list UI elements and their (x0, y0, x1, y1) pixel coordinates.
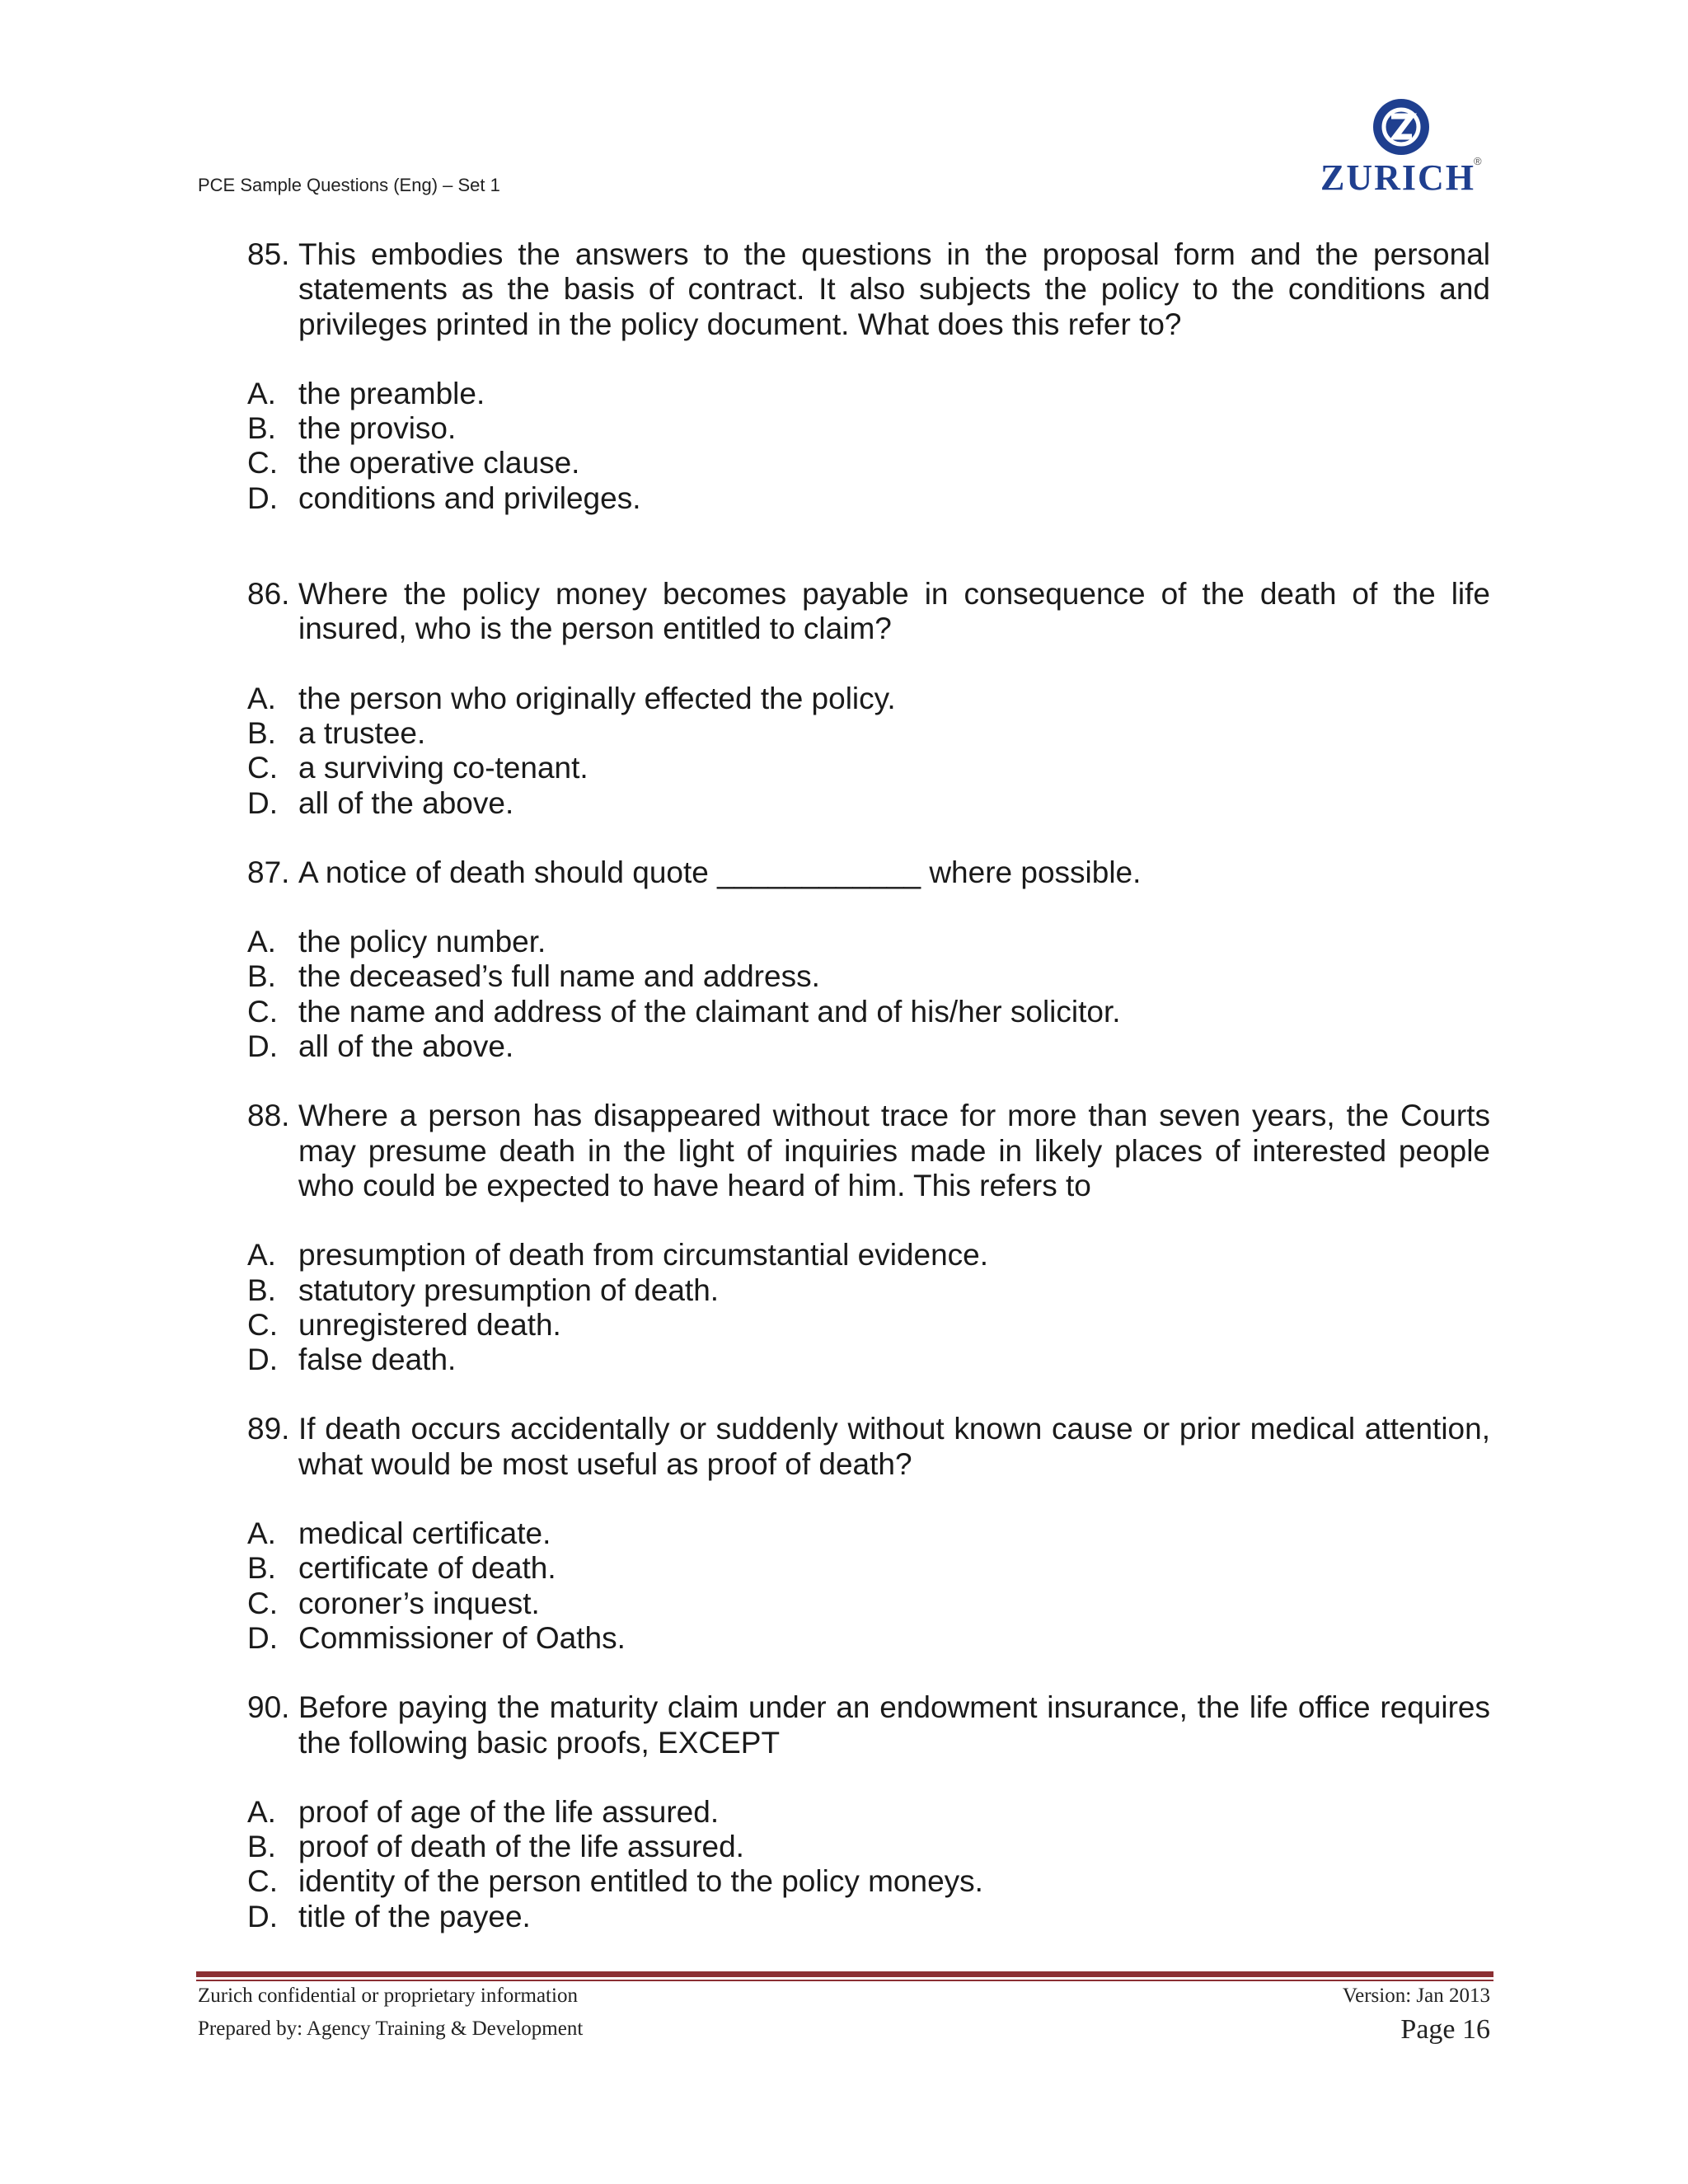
option-letter: B. (247, 959, 276, 994)
answer-option (247, 1795, 1490, 1830)
option-letter: D. (247, 1029, 278, 1064)
answer-option (247, 995, 1490, 1029)
option-letter: A. (247, 1516, 276, 1551)
option-letter: C. (247, 1307, 278, 1342)
option-letter: C. (247, 751, 278, 785)
question-text: If death occurs accidentally or suddenly without known cause or prior medical attention, what would be most useful as proof of death? (298, 1412, 1490, 1481)
answer-option (247, 1621, 1490, 1656)
answer-options (247, 1238, 1490, 1377)
question-stem (247, 1412, 1490, 1482)
answer-option (247, 682, 1490, 716)
question-text: Before paying the maturity claim under an endowment insurance, the life office requires the following basic proofs, EXCEPT (298, 1690, 1490, 1760)
logo-wordmark: ZURICH (1320, 157, 1476, 198)
option-text: Commissioner of Oaths. (298, 1620, 626, 1655)
option-text: a trustee. (298, 715, 426, 750)
answer-option (247, 1551, 1490, 1586)
option-text: the policy number. (298, 925, 546, 959)
option-text: the preamble. (298, 376, 485, 410)
option-text: false death. (298, 1343, 457, 1377)
question-stem (247, 237, 1490, 342)
option-letter: B. (247, 715, 276, 750)
zurich-logo (1319, 97, 1484, 204)
footer-divider-thin (196, 1980, 1493, 1981)
option-letter: D. (247, 1899, 278, 1933)
question-number: 90. (247, 1690, 290, 1725)
answer-option (247, 411, 1490, 446)
answer-option (247, 1029, 1490, 1064)
question-item (247, 1099, 1490, 1377)
option-text: statutory presumption of death. (298, 1272, 720, 1307)
option-letter: D. (247, 785, 278, 820)
answer-option (247, 481, 1490, 516)
answer-option (247, 1586, 1490, 1621)
question-item (247, 1412, 1490, 1656)
option-letter: D. (247, 1620, 278, 1655)
option-letter: B. (247, 1272, 276, 1307)
question-number: 86. (247, 577, 290, 612)
footer-prepared-by: Prepared by: Agency Training & Development (198, 2018, 584, 2040)
option-letter: A. (247, 376, 276, 410)
question-item (247, 577, 1490, 821)
question-number: 89. (247, 1412, 290, 1446)
footer-confidential: Zurich confidential or proprietary information (198, 1985, 578, 2007)
option-text: the name and address of the claimant and of his/her solicitor. (298, 994, 1121, 1029)
option-text: unregistered death. (298, 1307, 561, 1342)
question-text: Where a person has disappeared without trace for more than seven years, the Courts may presume death in the light of inquiries made in likely places of interested people who could be expected to have heard of him. This refers to (298, 1099, 1490, 1202)
option-letter: B. (247, 411, 276, 446)
option-text: the person who originally effected the policy. (298, 681, 896, 715)
question-item (247, 855, 1490, 1064)
question-text: This embodies the answers to the questions in the proposal form and the personal statements as the basis of contract. It also subjects the policy to the conditions and privileges printed in the policy document. What does this refer to? (298, 237, 1490, 341)
option-letter: A. (247, 925, 276, 959)
zurich-z-icon (1372, 97, 1431, 157)
answer-option (247, 1308, 1490, 1343)
option-text: identity of the person entitled to the policy moneys. (298, 1864, 983, 1899)
option-text: all of the above. (298, 1029, 514, 1064)
option-text: certificate of death. (298, 1551, 556, 1586)
answer-option (247, 925, 1490, 959)
question-stem (247, 577, 1490, 647)
option-letter: C. (247, 1864, 278, 1899)
answer-option (247, 1864, 1490, 1899)
question-stem (247, 855, 1490, 890)
footer-version: Version: Jan 2013 (1342, 1985, 1490, 2007)
answer-option (247, 1273, 1490, 1308)
option-text: all of the above. (298, 785, 514, 820)
question-number: 87. (247, 855, 290, 889)
question-stem (247, 1690, 1490, 1760)
question-number: 88. (247, 1099, 290, 1133)
option-letter: A. (247, 1794, 276, 1829)
option-text: conditions and privileges. (298, 480, 641, 515)
option-text: medical certificate. (298, 1516, 551, 1551)
option-letter: C. (247, 994, 278, 1029)
answer-option (247, 1238, 1490, 1272)
answer-option (247, 446, 1490, 480)
answer-options (247, 1795, 1490, 1934)
option-text: the proviso. (298, 411, 457, 446)
option-text: the deceased’s full name and address. (298, 959, 820, 994)
option-letter: C. (247, 446, 278, 480)
answer-options (247, 1516, 1490, 1656)
option-text: coroner’s inquest. (298, 1586, 540, 1620)
option-text: presumption of death from circumstantial evidence. (298, 1238, 989, 1272)
document-title: PCE Sample Questions (Eng) – Set 1 (198, 175, 500, 195)
option-text: title of the payee. (298, 1899, 531, 1933)
question-text: A notice of death should quote ____________ where possible. (298, 855, 1142, 889)
option-letter: D. (247, 1343, 278, 1377)
option-text: proof of age of the life assured. (298, 1794, 720, 1829)
option-text: proof of death of the life assured. (298, 1830, 744, 1864)
registered-mark: ® (1474, 155, 1482, 167)
option-letter: A. (247, 1238, 276, 1272)
question-item (247, 237, 1490, 516)
option-letter: D. (247, 480, 278, 515)
answer-option (247, 1516, 1490, 1551)
question-number: 85. (247, 237, 290, 271)
answer-option (247, 751, 1490, 785)
option-letter: B. (247, 1830, 276, 1864)
option-letter: B. (247, 1551, 276, 1586)
question-item (247, 1690, 1490, 1934)
option-text: a surviving co-tenant. (298, 751, 588, 785)
answer-option (247, 786, 1490, 821)
option-letter: C. (247, 1586, 278, 1620)
page-number: Page 16 (1400, 2014, 1490, 2045)
footer-divider (196, 1971, 1493, 1977)
answer-option (247, 716, 1490, 751)
option-letter: A. (247, 681, 276, 715)
answer-option (247, 1830, 1490, 1864)
answer-option (247, 377, 1490, 411)
option-text: the operative clause. (298, 446, 580, 480)
answer-option (247, 1343, 1490, 1377)
answer-option (247, 959, 1490, 994)
answer-options (247, 682, 1490, 821)
question-list (247, 237, 1490, 1934)
question-text: Where the policy money becomes payable in consequence of the death of the life insured, who is the person entitled to claim? (298, 577, 1490, 646)
question-stem (247, 1099, 1490, 1203)
answer-options (247, 377, 1490, 516)
answer-option (247, 1900, 1490, 1934)
answer-options (247, 925, 1490, 1064)
